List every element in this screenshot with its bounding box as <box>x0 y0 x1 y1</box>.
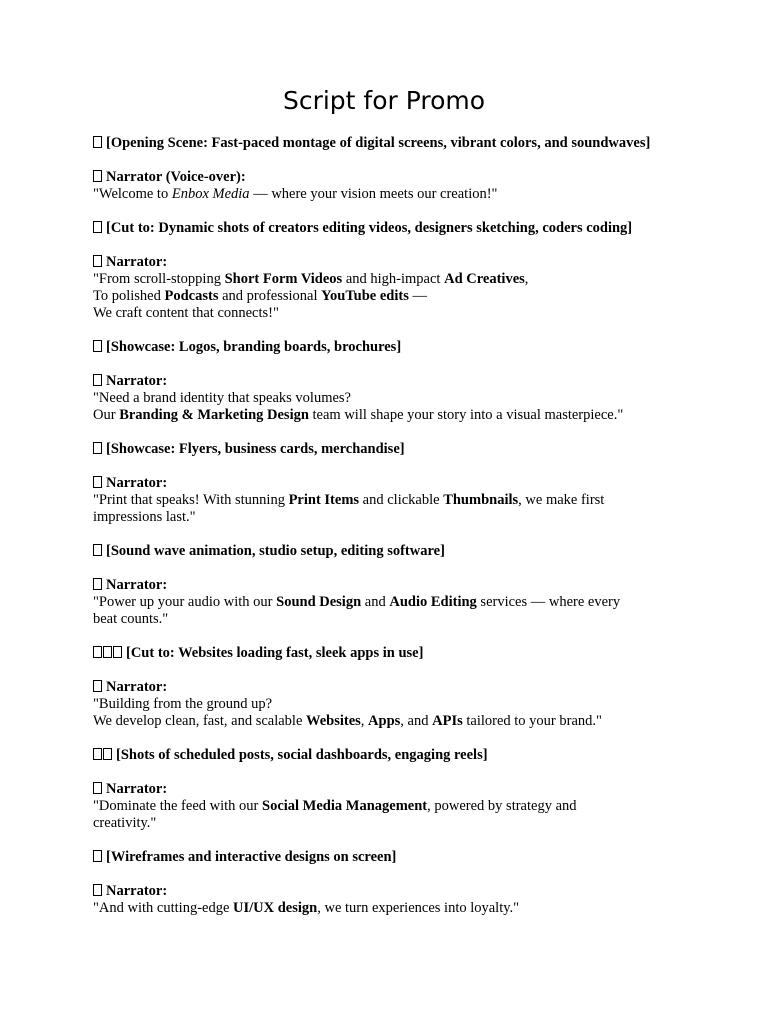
narrator-label-text: Narrator: <box>106 254 168 270</box>
missing-glyph-icon <box>93 578 102 590</box>
missing-glyph-icon <box>93 782 102 794</box>
narrator-label <box>93 781 683 798</box>
narrator-label <box>93 169 683 186</box>
scene-text: [Showcase: Logos, branding boards, brochures] <box>106 339 402 355</box>
narration-line <box>93 713 683 730</box>
missing-glyph-icon <box>93 374 102 386</box>
narration-line <box>93 611 683 628</box>
narrator-label <box>93 373 683 390</box>
missing-glyph-icon <box>93 476 102 488</box>
narration-text: We craft content that connects!" <box>93 305 279 321</box>
service-name: Websites <box>306 713 361 729</box>
brand-name: Enbox Media <box>171 186 250 202</box>
narration-text: "Power up your audio with our <box>93 594 277 610</box>
service-name: Sound Design <box>276 594 362 610</box>
scene-direction <box>93 645 683 662</box>
narration-line <box>93 594 683 611</box>
narration-text: , powered by strategy and <box>427 798 577 814</box>
scene-heading <box>93 135 683 152</box>
missing-glyph-icon <box>93 544 102 556</box>
narration-block <box>93 781 683 832</box>
scene-text: [Showcase: Flyers, business cards, merchandise] <box>106 441 405 457</box>
missing-glyph-icon <box>93 442 102 454</box>
narration-line <box>93 390 683 407</box>
missing-glyph-icon <box>103 748 112 760</box>
narration-text: "And with cutting-edge <box>93 900 234 916</box>
scene-heading <box>93 645 683 662</box>
missing-glyph-icon <box>93 646 102 658</box>
service-name: Audio Editing <box>389 594 477 610</box>
missing-glyph-icon <box>103 646 112 658</box>
narration-text: "Welcome to <box>93 186 172 202</box>
narration-text: "Need a brand identity that speaks volumes? <box>93 390 351 406</box>
narration-line <box>93 509 683 526</box>
narrator-label-text: Narrator: <box>106 373 168 389</box>
narration-text: team will shape your story into a visual masterpiece." <box>308 407 624 423</box>
scene-heading <box>93 747 683 764</box>
narration-text: We develop clean, fast, and scalable <box>93 713 307 729</box>
narrator-label-text: Narrator: <box>106 781 168 797</box>
scene-direction <box>93 849 683 866</box>
missing-glyph-icon <box>93 170 102 182</box>
scene-text: [Cut to: Websites loading fast, sleek apps in use] <box>126 645 424 661</box>
missing-glyph-icon <box>93 221 102 233</box>
scene-direction <box>93 747 683 764</box>
missing-glyph-icon <box>93 136 102 148</box>
narration-text: "Dominate the feed with our <box>93 798 262 814</box>
narrator-label-text: Narrator: <box>106 577 168 593</box>
narration-text: — where your vision meets our creation!" <box>249 186 498 202</box>
narrator-label <box>93 679 683 696</box>
narration-line <box>93 696 683 713</box>
narration-line <box>93 407 683 424</box>
missing-glyph-icon <box>93 255 102 267</box>
narration-line <box>93 492 683 509</box>
scene-heading <box>93 849 683 866</box>
missing-glyph-icon <box>93 850 102 862</box>
narration-line <box>93 186 683 203</box>
narration-block <box>93 475 683 526</box>
service-name: APIs <box>432 713 463 729</box>
narrator-label-text: Narrator (Voice-over): <box>106 169 246 185</box>
service-name: Podcasts <box>164 288 219 304</box>
narrator-label <box>93 883 683 900</box>
narration-text: and clickable <box>359 492 444 508</box>
narration-text: and <box>361 594 390 610</box>
narration-text: , we turn experiences into loyalty." <box>317 900 520 916</box>
narrator-label <box>93 254 683 271</box>
scene-heading <box>93 339 683 356</box>
narration-block <box>93 373 683 424</box>
narration-block <box>93 169 683 203</box>
narration-text: Our <box>93 407 120 423</box>
narration-line <box>93 900 683 917</box>
scene-direction <box>93 339 683 356</box>
narration-text: and professional <box>218 288 322 304</box>
scene-text: [Shots of scheduled posts, social dashboards, engaging reels] <box>116 747 488 763</box>
narration-line <box>93 288 683 305</box>
narration-text: creativity." <box>93 815 157 831</box>
narration-line <box>93 305 683 322</box>
narration-block <box>93 679 683 730</box>
service-name: Print Items <box>288 492 360 508</box>
narration-line <box>93 271 683 288</box>
scene-direction <box>93 220 683 237</box>
service-name: UI/UX design <box>233 900 318 916</box>
scene-text: [Sound wave animation, studio setup, editing software] <box>106 543 445 559</box>
scene-text: [Wireframes and interactive designs on screen] <box>106 849 397 865</box>
narrator-label <box>93 577 683 594</box>
narration-text: impressions last." <box>93 509 196 525</box>
scene-direction <box>93 441 683 458</box>
narration-line <box>93 798 683 815</box>
narration-text: tailored to your brand." <box>462 713 602 729</box>
scene-direction <box>93 135 683 152</box>
narrator-label-text: Narrator: <box>106 475 168 491</box>
missing-glyph-icon <box>93 340 102 352</box>
document-title: Script for Promo <box>282 86 486 115</box>
service-name: YouTube edits <box>321 288 409 304</box>
missing-glyph-icon <box>93 680 102 692</box>
service-name: Thumbnails <box>443 492 519 508</box>
service-name: Social Media Management <box>262 798 428 814</box>
scene-heading <box>93 220 683 237</box>
scene-direction <box>93 543 683 560</box>
missing-glyph-icon <box>93 884 102 896</box>
narrator-label-text: Narrator: <box>106 679 168 695</box>
narration-text: beat counts." <box>93 611 169 627</box>
scene-heading <box>93 543 683 560</box>
narration-block <box>93 883 683 917</box>
narration-text: , <box>360 713 369 729</box>
narration-text: To polished <box>93 288 165 304</box>
narrator-label-text: Narrator: <box>106 883 168 899</box>
narration-text: , <box>524 271 529 287</box>
service-name: Short Form Videos <box>224 271 343 287</box>
narration-text: "Building from the ground up? <box>93 696 273 712</box>
service-name: Branding & Marketing Design <box>119 407 309 423</box>
missing-glyph-icon <box>113 646 122 658</box>
service-name: Apps <box>368 713 401 729</box>
narration-text: , and <box>400 713 433 729</box>
scene-heading <box>93 441 683 458</box>
narration-text: services — where every <box>476 594 621 610</box>
narration-text: "From scroll-stopping <box>93 271 225 287</box>
narration-text: and high-impact <box>342 271 445 287</box>
scene-text: [Opening Scene: Fast-paced montage of digital screens, vibrant colors, and soundwaves] <box>106 135 651 151</box>
service-name: Ad Creatives <box>444 271 525 287</box>
narration-text: "Print that speaks! With stunning <box>93 492 289 508</box>
scene-text: [Cut to: Dynamic shots of creators editing videos, designers sketching, coders coding] <box>106 220 633 236</box>
script-body <box>93 135 683 917</box>
narration-text: , we make first <box>518 492 605 508</box>
narrator-label <box>93 475 683 492</box>
narration-line <box>93 815 683 832</box>
narration-block <box>93 254 683 322</box>
missing-glyph-icon <box>93 748 102 760</box>
narration-block <box>93 577 683 628</box>
narration-text: — <box>408 288 427 304</box>
